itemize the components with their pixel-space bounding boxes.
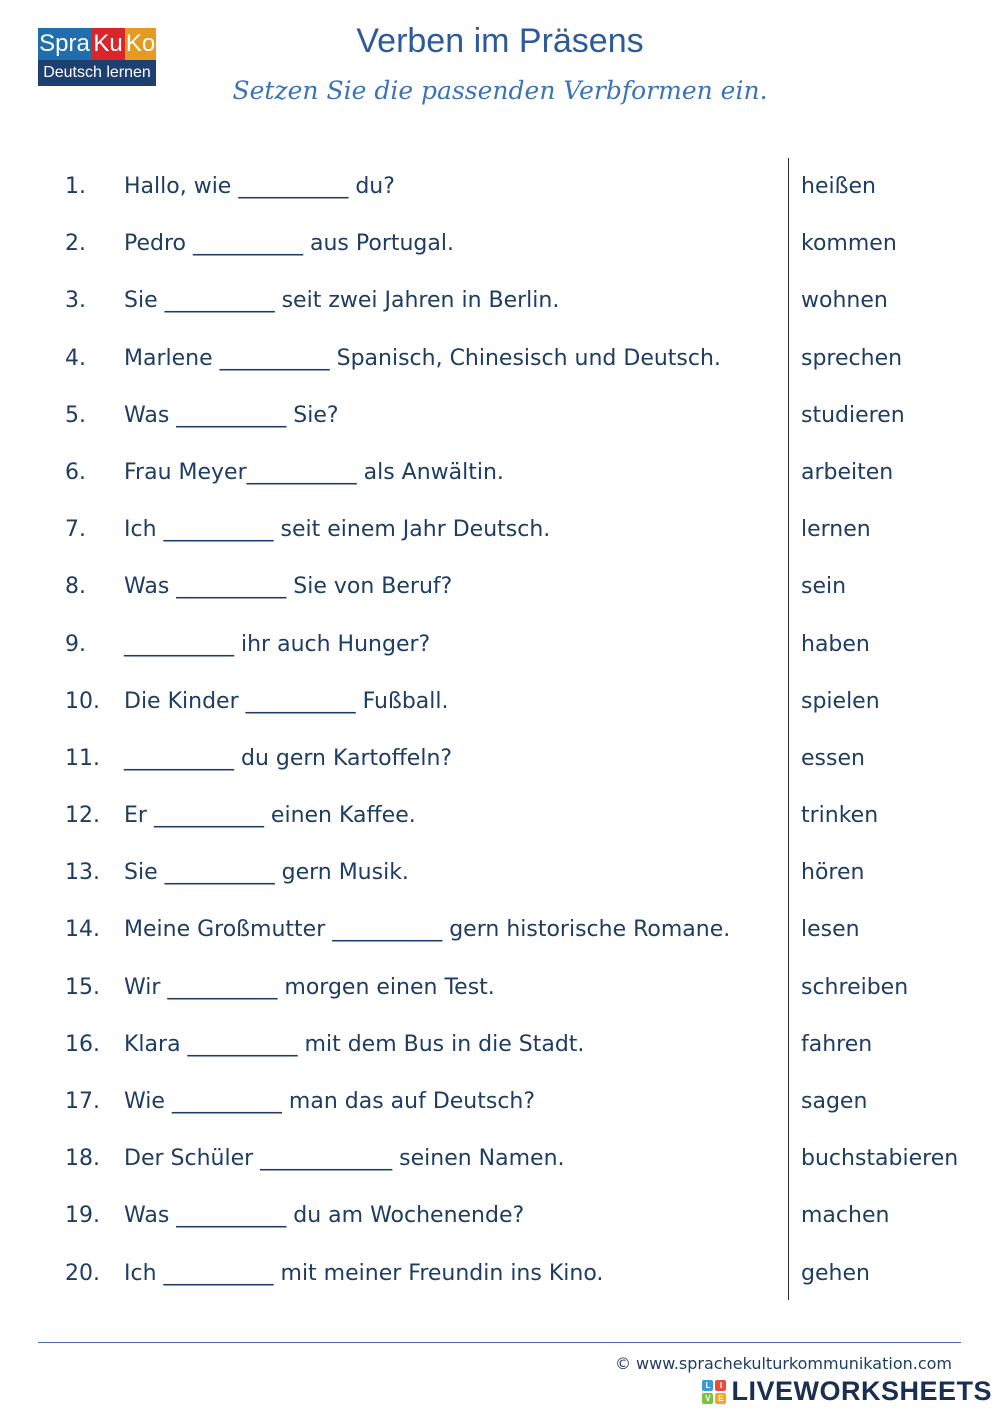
verb-option: sein [801,574,847,600]
verb-option: sagen [801,1089,868,1114]
exercise-number: 12. [65,803,100,829]
logo-block: I [715,1380,726,1391]
exercise-row [0,444,1000,501]
exercise-row [0,616,1000,673]
exercise-number: 13. [65,860,100,886]
exercise-sentence: Hallo, wie __________ du? [124,174,395,199]
logo-part-ku: Ku [91,28,125,60]
exercise-sentence: Frau Meyer__________ als Anwältin. [124,459,504,485]
footer-divider [38,1342,961,1343]
verb-option: essen [801,745,865,771]
verb-option: trinken [801,803,879,829]
exercise-row [0,330,1000,387]
exercise-number: 16. [65,1031,100,1057]
logo-part-spra: Spra [38,28,91,60]
exercise-sentence: Meine Großmutter __________ gern historische Romane. [124,917,731,943]
page-subtitle: Setzen Sie die passenden Verbformen ein. [232,76,768,105]
verb-option: lernen [801,517,871,543]
exercise-sentence: Sie __________ seit zwei Jahren in Berlin. [124,288,560,314]
exercise-number: 4. [65,345,86,371]
exercise-number: 14. [65,917,100,943]
exercise-sentence: Er __________ einen Kaffee. [124,803,416,829]
logo-block: V [702,1393,713,1404]
exercise-number: 5. [65,402,86,428]
verb-option: machen [801,1203,890,1229]
logo-part-ko: Ko [125,28,156,60]
exercise-number: 8. [65,574,86,600]
verb-option: fahren [801,1031,873,1057]
exercise-number: 10. [65,688,100,714]
exercise-number: 20. [65,1260,100,1286]
exercise-row [0,1130,1000,1187]
exercise-number: 7. [65,517,86,543]
exercise-row [0,1016,1000,1073]
exercise-number: 6. [65,459,86,485]
exercise-sentence: __________ ihr auch Hunger? [124,631,431,657]
exercise-number: 17. [65,1089,100,1114]
exercise-row [0,844,1000,901]
verb-option: buchstabieren [801,1146,959,1172]
exercise-sentence: Wir __________ morgen einen Test. [124,974,495,1000]
exercise-sentence: Ich __________ mit meiner Freundin ins Kino. [124,1260,604,1286]
exercise-number: 1. [65,174,86,199]
verb-option: kommen [801,231,897,257]
exercise-row [0,673,1000,730]
exercise-list [0,158,1000,1302]
exercise-sentence: Ich __________ seit einem Jahr Deutsch. [124,517,551,543]
liveworksheets-logo [702,1378,992,1405]
exercise-row [0,959,1000,1016]
exercise-row [0,215,1000,272]
exercise-number: 2. [65,231,86,257]
exercise-sentence: Marlene __________ Spanisch, Chinesisch und Deutsch. [124,345,721,371]
exercise-number: 19. [65,1203,100,1229]
exercise-number: 3. [65,288,86,314]
logo-block: E [715,1393,726,1404]
logo-tagline: Deutsch lernen [38,60,156,86]
copyright-text: © www.sprachekulturkommunikation.com [614,1354,952,1373]
exercise-sentence: Was __________ du am Wochenende? [124,1203,525,1229]
exercise-sentence: Wie __________ man das auf Deutsch? [124,1089,536,1114]
exercise-sentence: __________ du gern Kartoffeln? [124,745,453,771]
exercise-number: 9. [65,631,86,657]
exercise-sentence: Klara __________ mit dem Bus in die Stadt. [124,1031,585,1057]
exercise-row [0,901,1000,958]
exercise-sentence: Was __________ Sie? [124,402,339,428]
exercise-row [0,158,1000,215]
verb-option: schreiben [801,974,909,1000]
exercise-sentence: Der Schüler ____________ seinen Namen. [124,1146,565,1172]
exercise-row [0,272,1000,329]
verb-option: gehen [801,1260,870,1286]
exercise-row [0,558,1000,615]
verb-option: wohnen [801,288,888,314]
exercise-sentence: Die Kinder __________ Fußball. [124,688,449,714]
exercise-row [0,501,1000,558]
exercise-row [0,1073,1000,1130]
exercise-row [0,387,1000,444]
verb-option: studieren [801,402,905,428]
exercise-row [0,1245,1000,1302]
verb-option: arbeiten [801,459,894,485]
liveworksheets-logo-blocks [702,1380,726,1404]
logo-block: L [702,1380,713,1391]
page-title: Verben im Präsens [356,22,644,60]
exercise-number: 15. [65,974,100,1000]
verb-option: hören [801,860,865,886]
verb-option: spielen [801,688,880,714]
exercise-sentence: Sie __________ gern Musik. [124,860,409,886]
verb-option: heißen [801,174,876,199]
verb-option: lesen [801,917,860,943]
exercise-number: 18. [65,1146,100,1172]
exercise-row [0,1187,1000,1244]
verb-option: sprechen [801,345,903,371]
exercise-row [0,787,1000,844]
exercise-sentence: Pedro __________ aus Portugal. [124,231,454,257]
exercise-sentence: Was __________ Sie von Beruf? [124,574,453,600]
verb-option: haben [801,631,870,657]
liveworksheets-wordmark: LIVEWORKSHEETS [731,1376,992,1406]
exercise-number: 11. [65,745,100,771]
exercise-row [0,730,1000,787]
